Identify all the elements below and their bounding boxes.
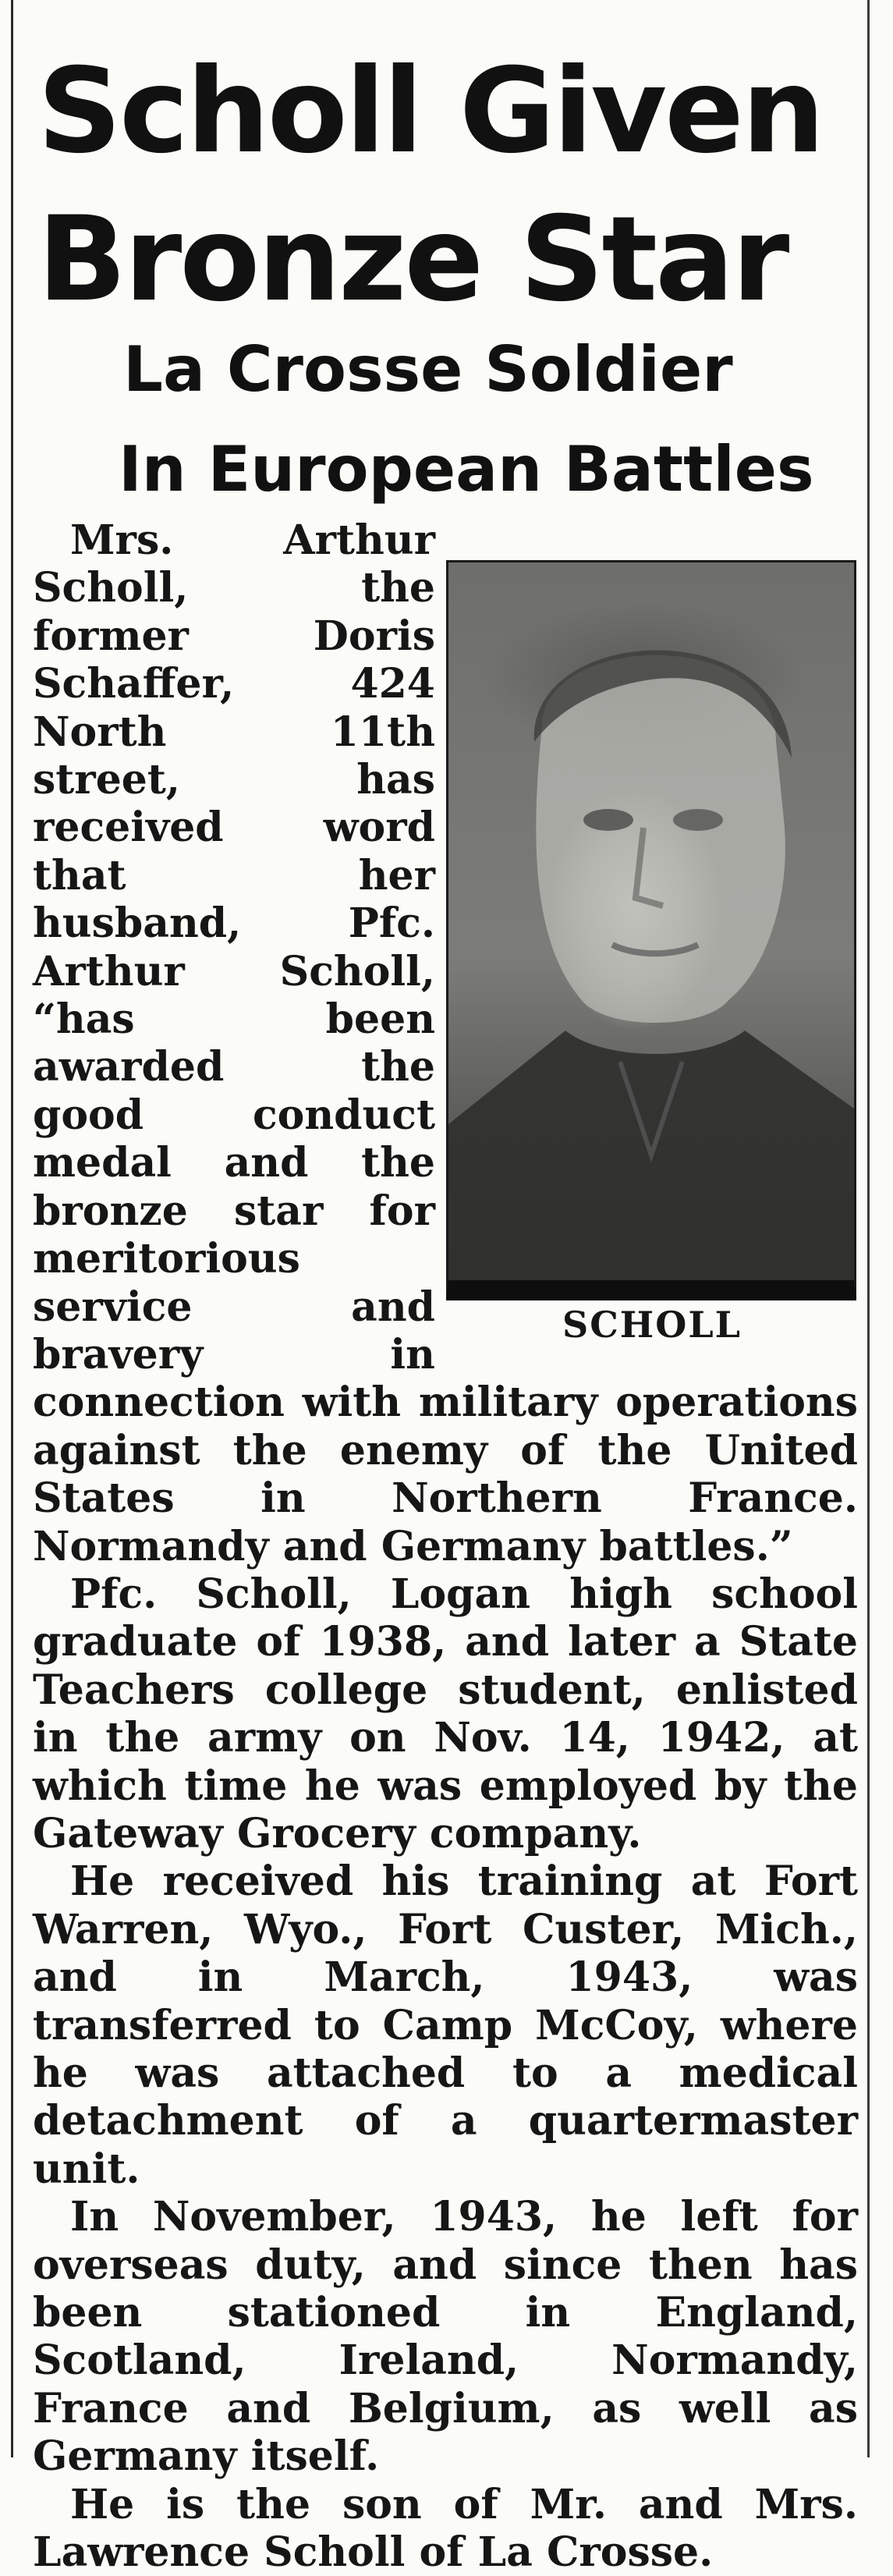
portrait-silhouette: [448, 562, 854, 1280]
soldier-portrait-photo: [446, 560, 856, 1300]
column-rule-right: [867, 0, 870, 2457]
column-rule-left: [11, 0, 13, 2457]
paragraph-4: In November, 1943, he left for overseas duty, and since then has been stationed in England, Scotland, Ireland, Normandy, France and Belgium, as well as Germany itself.: [33, 2193, 858, 2481]
photo-block: [446, 560, 858, 1346]
paragraph-1: Mrs. Arthur Scholl, the former Doris Schaffer, 424 North 11th street, has received word that her husband, Pfc. Arthur Scholl, “has been awarded the good conduct medal and the bronze star for meritorious service and bravery in connection with military operations against the enemy of the United States in Northern France. Normandy and Germany battles.”: [33, 516, 858, 1570]
subheadline: [31, 320, 858, 520]
subheadline-line-1: La Crosse Soldier: [123, 333, 733, 406]
photo-caption: SCHOLL: [562, 1304, 742, 1346]
paragraph-3: He received his training at Fort Warren, Wyo., Fort Custer, Mich., and in March, 1943, was transferred to Camp McCoy, where he was attached to a medical detachment of a quartermaster unit.: [33, 1857, 858, 2193]
subheadline-line-2: In European Battles: [119, 433, 814, 506]
paragraph-2: Pfc. Scholl, Logan high school graduate of 1938, and later a State Teachers college student, enlisted in the army on Nov. 14, 1942, at which time he was employed by the Gateway Grocery company.: [33, 1570, 858, 1857]
paragraph-5: He is the son of Mr. and Mrs. Lawrence Scholl of La Crosse.: [33, 2480, 858, 2576]
article-body: [33, 516, 858, 2576]
headline: Scholl Given Bronze Star: [37, 44, 823, 328]
